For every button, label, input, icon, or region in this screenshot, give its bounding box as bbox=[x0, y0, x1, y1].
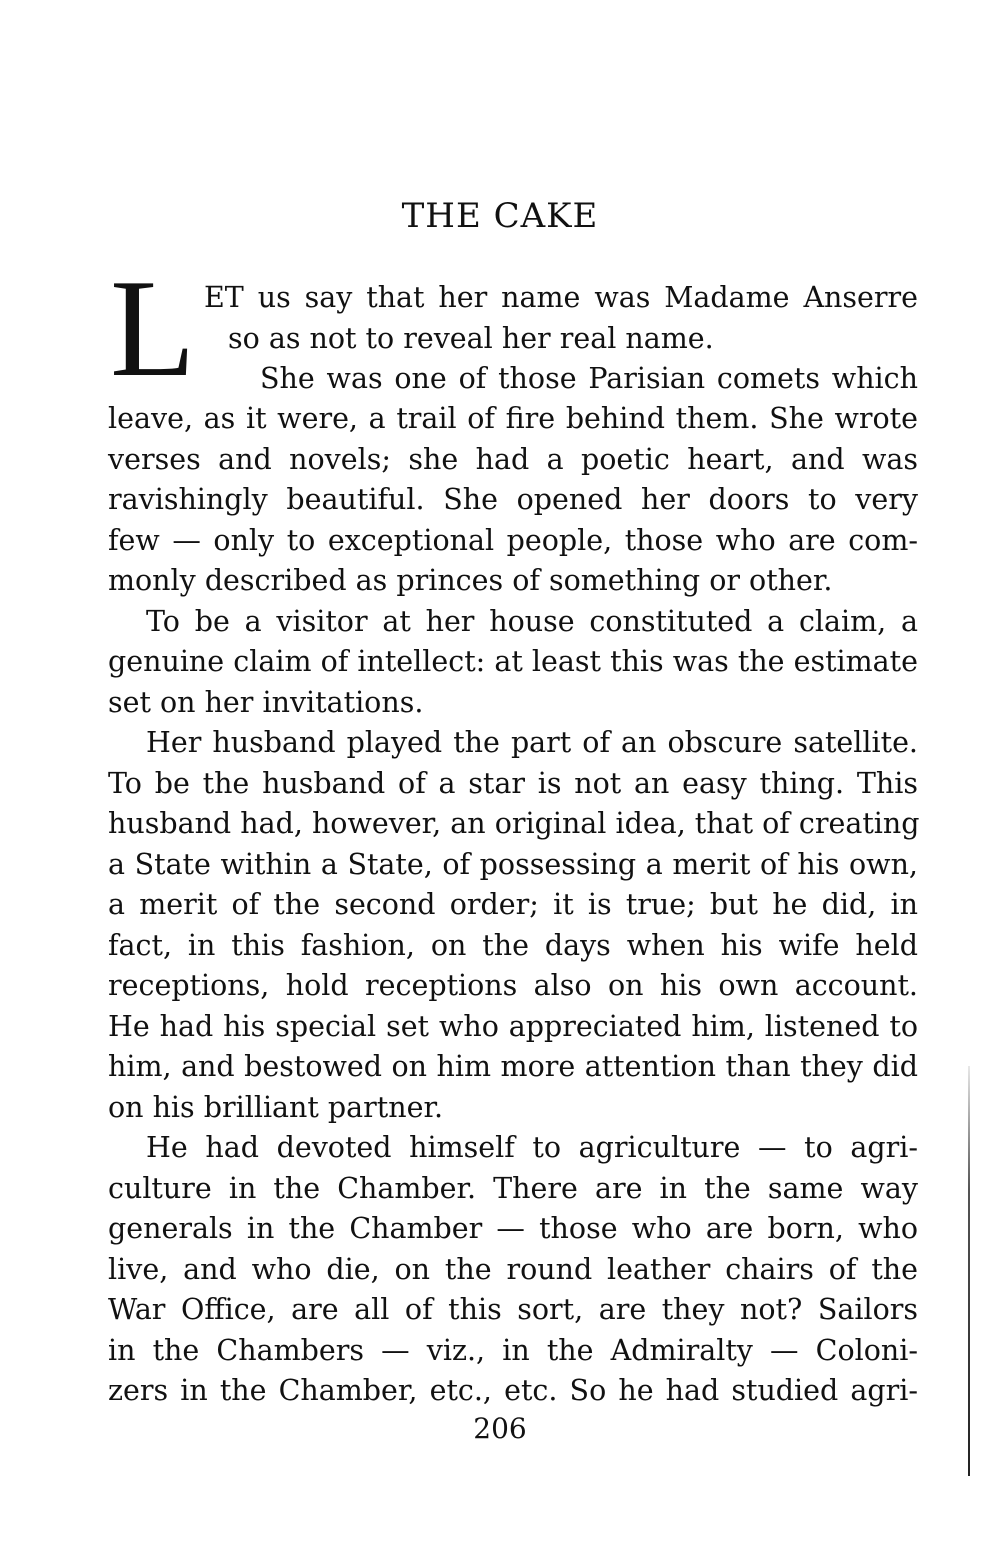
text-line: fact, in this fashion, on the days when his wife held bbox=[108, 928, 918, 962]
text-line: He had devoted himself to agriculture — to agri- bbox=[146, 1131, 918, 1164]
text-line: so as not to reveal her real name. bbox=[228, 321, 714, 355]
text-line: She was one of those Parisian comets which bbox=[260, 362, 918, 395]
text-line: Her husband played the part of an obscure satellite. bbox=[146, 726, 918, 759]
text-line: ravishingly beautiful. She opened her doors to very bbox=[108, 483, 918, 516]
text-line: generals in the Chamber — those who are born, who bbox=[108, 1212, 918, 1245]
text-line: monly described as princes of something or other. bbox=[108, 564, 833, 597]
text-line: To be the husband of a star is not an easy thing. This bbox=[108, 766, 918, 800]
text-line: a State within a State, of possessing a merit of his own, bbox=[108, 847, 918, 881]
scan-edge-line bbox=[968, 1066, 970, 1476]
text-line: War Office, are all of this sort, are they not? Sailors bbox=[108, 1293, 918, 1326]
page-number: 206 bbox=[473, 1412, 527, 1445]
text-line: on his brilliant partner. bbox=[108, 1090, 444, 1124]
text-line: verses and novels; she had a poetic heart, and was bbox=[108, 442, 918, 476]
text-line: few — only to exceptional people, those who are com- bbox=[108, 523, 918, 557]
body-text bbox=[108, 399, 918, 1412]
text-line: live, and who die, on the round leather chairs of the bbox=[108, 1252, 918, 1286]
text-line: set on her invitations. bbox=[108, 685, 424, 719]
text-line: a merit of the second order; it is true; but he did, in bbox=[108, 888, 918, 921]
text-line: in the Chambers — viz., in the Admiralty — Coloni- bbox=[108, 1333, 918, 1367]
text-line: him, and bestowed on him more attention than they did bbox=[108, 1050, 918, 1083]
text-line: leave, as it were, a trail of fire behind them. She wrote bbox=[108, 402, 918, 435]
text-line: husband had, however, an original idea, that of creating bbox=[108, 807, 920, 840]
text-line: To be a visitor at her house constituted a claim, a bbox=[146, 604, 918, 638]
text-line: genuine claim of intellect: at least this was the estimate bbox=[108, 645, 918, 678]
drop-cap: L bbox=[110, 251, 196, 406]
text-line: receptions, hold receptions also on his own account. bbox=[108, 969, 918, 1002]
chapter-title: THE CAKE bbox=[401, 196, 599, 236]
text-line: He had his special set who appreciated him, listened to bbox=[108, 1009, 918, 1043]
text-line: ET us say that her name was Madame Anserre bbox=[204, 281, 918, 314]
opening-lines bbox=[204, 278, 918, 400]
text-line: zers in the Chamber, etc., etc. So he had studied agri- bbox=[108, 1374, 918, 1407]
text-line: culture in the Chamber. There are in the same way bbox=[108, 1171, 918, 1205]
